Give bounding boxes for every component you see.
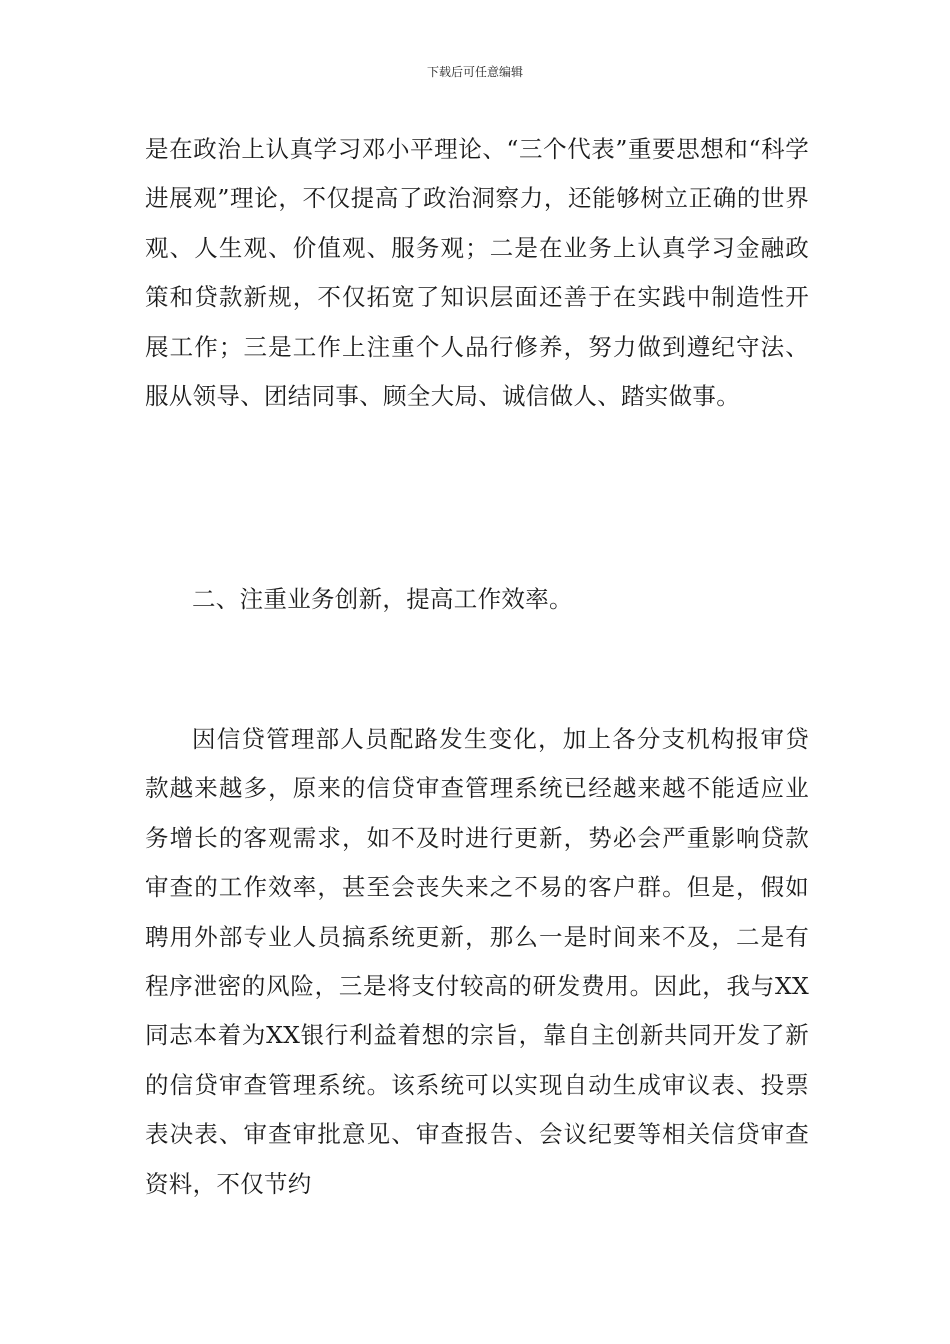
page-header: 下载后可任意编辑 [426,65,523,79]
paragraph-political-study: 是在政治上认真学习邓小平理论、“三个代表”重要思想和“科学进展观”理论，不仅提高了政治洞察力，还能够树立正确的世界观、人生观、价值观、服务观；二是在业务上认真学习金融政策和贷款新规，不仅拓宽了知识层面还善于在实践中制造性开展工作；三是工作上注重个人品行修养，努力做到遵纪守法、服从领导、团结同事、顾全大局、诚信做人、踏实做事。 [145,135,809,411]
section-heading-business-innovation: 二、注重业务创新，提高工作效率。 [192,585,573,613]
paragraph-credit-system: 因信贷管理部人员配路发生变化，加上各分支机构报审贷款越来越多，原来的信贷审查管理系统已经越来越不能适应业务增长的客观需求，如不及时进行更新，势必会严重影响贷款审查的工作效率，甚至会丧失来之不易的客户群。但是，假如聘用外部专业人员搞系统更新，那么一是时间来不及，二是有程序泄密的风险，三是将支付较高的研发费用。因此，我与XX同志本着为XX银行利益着想的宗旨，靠自主创新共同开发了新的信贷审查管理系统。该系统可以实现自动生成审议表、投票表决表、审查审批意见、审查报告、会议纪要等相关信贷审查资料，不仅节约 [145,725,809,1198]
